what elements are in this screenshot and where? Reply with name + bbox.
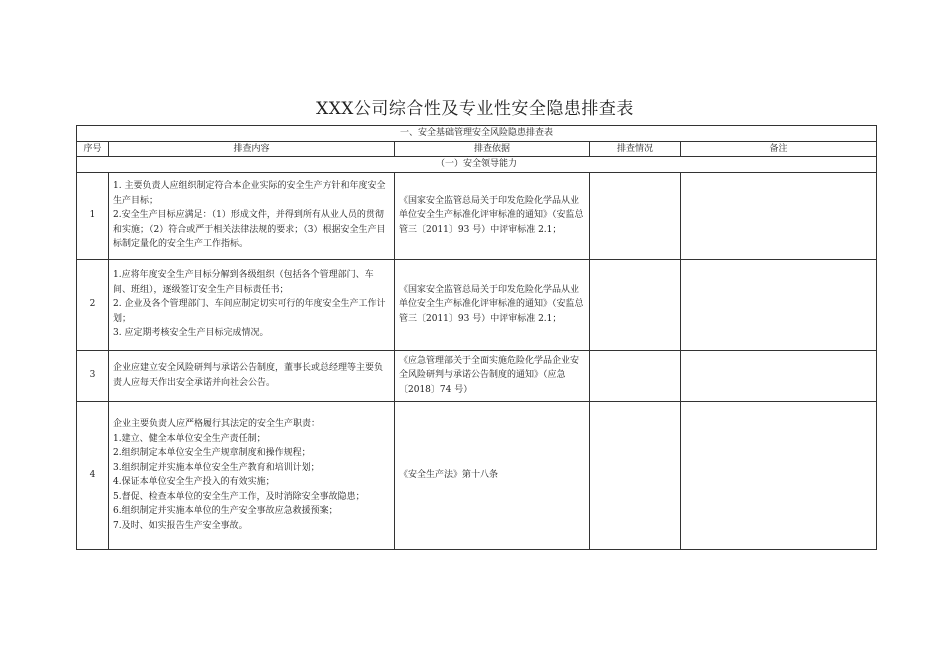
content-line: 企业主要负责人应严格履行其法定的安全生产职责： bbox=[113, 419, 321, 429]
subsection-title: （一）安全领导能力 bbox=[77, 157, 877, 173]
row-content bbox=[109, 172, 395, 259]
column-header-basis: 排查依据 bbox=[395, 141, 590, 157]
row-content bbox=[109, 259, 395, 350]
content-line: 7.及时、如实报告生产安全事故。 bbox=[113, 520, 248, 531]
column-header-content: 排查内容 bbox=[109, 141, 395, 157]
column-header-no: 序号 bbox=[77, 141, 109, 157]
row-content bbox=[109, 401, 395, 549]
row-status-cell[interactable] bbox=[590, 259, 681, 350]
row-remark-cell[interactable] bbox=[681, 350, 877, 401]
content-line: 3. 应定期考核安全生产目标完成情况。 bbox=[113, 328, 269, 339]
table-row bbox=[77, 259, 877, 350]
table-row bbox=[77, 350, 877, 401]
section-title: 一、安全基础管理安全风险隐患排查表 bbox=[77, 126, 877, 142]
page-title: XXX公司综合性及专业性安全隐患排查表 bbox=[316, 99, 634, 119]
row-basis: 《国家安全监管总局关于印发危险化学品从业单位安全生产标准化评审标准的通知》（安监总管三〔2011〕93 号）中评审标准 2.1； bbox=[395, 259, 590, 350]
content-line: 1.建立、健全本单位安全生产责任制； bbox=[113, 433, 266, 444]
column-header-status: 排查情况 bbox=[590, 141, 681, 157]
inspection-table bbox=[76, 125, 877, 550]
row-remark-cell[interactable] bbox=[681, 401, 877, 549]
content-line: 4.保证本单位安全生产投入的有效实施； bbox=[113, 477, 275, 487]
content-line: 2. 企业及各个管理部门、车间应制定切实可行的年度安全生产工作计划； bbox=[113, 299, 386, 324]
content-line: 3.组织制定并实施本单位安全生产教育和培训计划； bbox=[113, 462, 320, 473]
row-basis: 《应急管理部关于全面实施危险化学品企业安全风险研判与承诺公告制度的通知》（应急〔2018〕74 号） bbox=[395, 350, 590, 401]
row-remark-cell[interactable] bbox=[681, 172, 877, 259]
content-line: 2.安全生产目标应满足：（1）形成文件，并得到所有从业人员的贯彻和实施；（2）符合或严于相关法律法规的要求；（3）根据安全生产目标制定量化的安全生产工作指标。 bbox=[113, 210, 386, 250]
content-line: 2.组织制定本单位安全生产规章制度和操作规程； bbox=[113, 448, 311, 458]
content-line: 1. 主要负责人应组织制定符合本企业实际的安全生产方针和年度安全生产目标； bbox=[113, 181, 386, 206]
row-basis: 《国家安全监管总局关于印发危险化学品从业单位安全生产标准化评审标准的通知》（安监总管三〔2011〕93 号）中评审标准 2.1； bbox=[395, 172, 590, 259]
content-line: 6.组织制定并实施本单位的生产安全事故应急救援预案； bbox=[113, 506, 338, 516]
row-status-cell[interactable] bbox=[590, 172, 681, 259]
content-line: 企业应建立安全风险研判与承诺公告制度，董事长或总经理等主要负责人应每天作出安全承诺并向社会公告。 bbox=[113, 363, 384, 388]
row-number: 2 bbox=[77, 259, 109, 350]
table-row bbox=[77, 401, 877, 549]
row-remark-cell[interactable] bbox=[681, 259, 877, 350]
row-content bbox=[109, 350, 395, 401]
table-row bbox=[77, 172, 877, 259]
content-line: 5.督促、检查本单位的安全生产工作，及时消除安全事故隐患； bbox=[113, 491, 365, 502]
row-number: 1 bbox=[77, 172, 109, 259]
row-status-cell[interactable] bbox=[590, 350, 681, 401]
row-number: 3 bbox=[77, 350, 109, 401]
column-header-remark: 备注 bbox=[681, 141, 877, 157]
row-number: 4 bbox=[77, 401, 109, 549]
row-basis: 《安全生产法》第十八条 bbox=[395, 401, 590, 549]
row-status-cell[interactable] bbox=[590, 401, 681, 549]
content-line: 1.应将年度安全生产目标分解到各级组织（包括各个管理部门、车间、班组），逐级签订安全生产目标责任书； bbox=[113, 270, 374, 295]
